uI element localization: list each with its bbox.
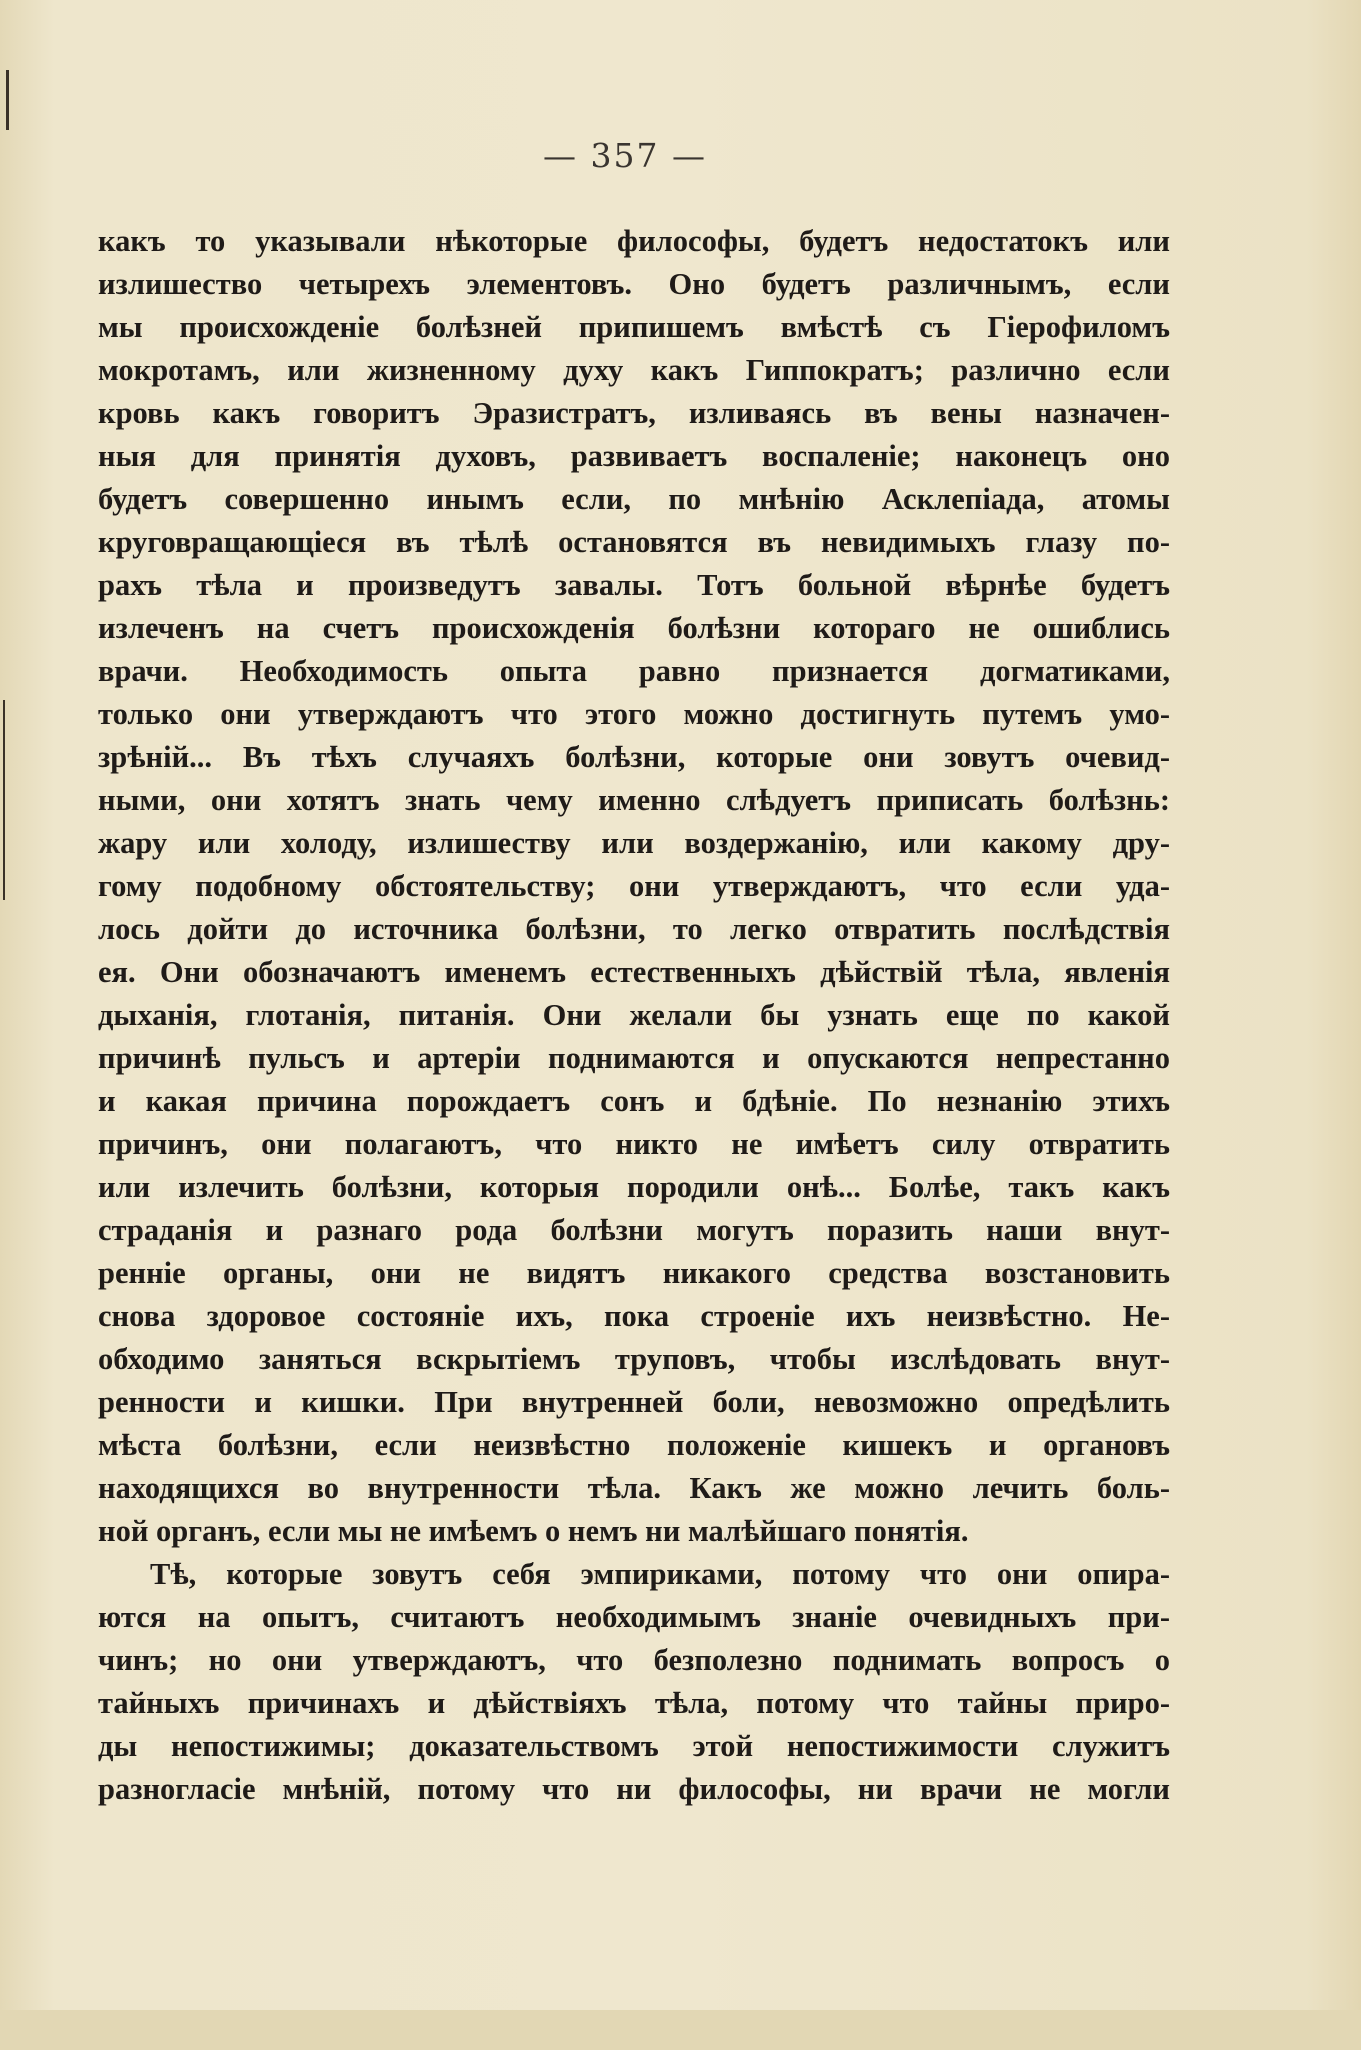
text-line: будетъ совершенно инымъ если, по мнѣнію Асклепіада, атомы <box>98 482 1170 516</box>
text-line: разногласіе мнѣній, потому что ни философы, ни врачи не могли <box>98 1772 1170 1806</box>
text-line: причинъ, они полагаютъ, что никто не имѣетъ силу отвратить <box>98 1127 1170 1161</box>
page-edge-mark <box>6 70 9 130</box>
text-line: находящихся во внутренности тѣла. Какъ же можно лечить боль- <box>98 1471 1170 1505</box>
text-line: излеченъ на счетъ происхожденія болѣзни котораго не ошиблись <box>98 611 1170 645</box>
text-line: и какая причина порождаетъ сонъ и бдѣніе. По незнанію этихъ <box>98 1084 1170 1118</box>
text-line: зрѣній... Въ тѣхъ случаяхъ болѣзни, которые они зовутъ очевид- <box>98 740 1170 774</box>
text-line: мокротамъ, или жизненному духу какъ Гиппократъ; различно если <box>98 353 1170 387</box>
text-line: лось дойти до источника болѣзни, то легко отвратить послѣдствія <box>98 912 1170 946</box>
text-line: ренніе органы, они не видятъ никакого средства возстановить <box>98 1256 1170 1290</box>
text-line: кровь какъ говоритъ Эразистратъ, изливаясь въ вены назначен- <box>98 396 1170 430</box>
text-line: дыханія, глотанія, питанія. Они желали бы узнать еще по какой <box>98 998 1170 1032</box>
text-line: обходимо заняться вскрытіемъ труповъ, чтобы изслѣдовать внут- <box>98 1342 1170 1376</box>
text-line: ныя для принятія духовъ, развиваетъ воспаленіе; наконецъ оно <box>98 439 1170 473</box>
page-number: — 357 — <box>543 136 707 175</box>
text-line: снова здоровое состояніе ихъ, пока строеніе ихъ неизвѣстно. Не- <box>98 1299 1170 1333</box>
text-line: или излечить болѣзни, которыя породили онѣ... Болѣе, такъ какъ <box>98 1170 1170 1204</box>
text-line: какъ то указывали нѣкоторые философы, будетъ недостатокъ или <box>98 224 1170 258</box>
page-edge-mark <box>3 700 5 900</box>
text-line: только они утверждаютъ что этого можно достигнуть путемъ умо- <box>98 697 1170 731</box>
text-line: ея. Они обозначаютъ именемъ естественныхъ дѣйствій тѣла, явленія <box>98 955 1170 989</box>
text-line: рахъ тѣла и произведутъ завалы. Тотъ больной вѣрнѣе будетъ <box>98 568 1170 602</box>
text-line: мѣста болѣзни, если неизвѣстно положеніе кишекъ и органовъ <box>98 1428 1170 1462</box>
text-line: гому подобному обстоятельству; они утверждаютъ, что если уда- <box>98 869 1170 903</box>
text-line: ренности и кишки. При внутренней боли, невозможно опредѣлить <box>98 1385 1170 1419</box>
text-line: врачи. Необходимость опыта равно признается догматиками, <box>98 654 1170 688</box>
text-line: чинъ; но они утверждаютъ, что безполезно поднимать вопросъ о <box>98 1643 1170 1677</box>
text-line: излишество четырехъ элементовъ. Оно будетъ различнымъ, если <box>98 267 1170 301</box>
text-line: причинѣ пульсъ и артеріи поднимаются и опускаются непрестанно <box>98 1041 1170 1075</box>
text-line: страданія и разнаго рода болѣзни могутъ поразить наши внут- <box>98 1213 1170 1247</box>
text-line: жару или холоду, излишеству или воздержанію, или какому дру- <box>98 826 1170 860</box>
body-text <box>98 220 1170 1811</box>
paragraph-start-line: Тѣ, которые зовутъ себя эмпириками, потому что они опира- <box>150 1557 1170 1591</box>
text-line: тайныхъ причинахъ и дѣйствіяхъ тѣла, потому что тайны приро- <box>98 1686 1170 1720</box>
text-line: ными, они хотятъ знать чему именно слѣдуетъ приписать болѣзнь: <box>98 783 1170 817</box>
paragraph-end-line: ной органъ, если мы не имѣемъ о немъ ни малѣйшаго понятія. <box>98 1514 969 1548</box>
text-line: круговращающіеся въ тѣлѣ остановятся въ невидимыхъ глазу по- <box>98 525 1170 559</box>
text-line: ды непостижимы; доказательствомъ этой непостижимости служитъ <box>98 1729 1170 1763</box>
page-bottom-margin <box>0 2010 1361 2050</box>
text-line: ются на опытъ, считаютъ необходимымъ знаніе очевидныхъ при- <box>98 1600 1170 1634</box>
text-line: мы происхожденіе болѣзней припишемъ вмѣстѣ съ Гіерофиломъ <box>98 310 1170 344</box>
